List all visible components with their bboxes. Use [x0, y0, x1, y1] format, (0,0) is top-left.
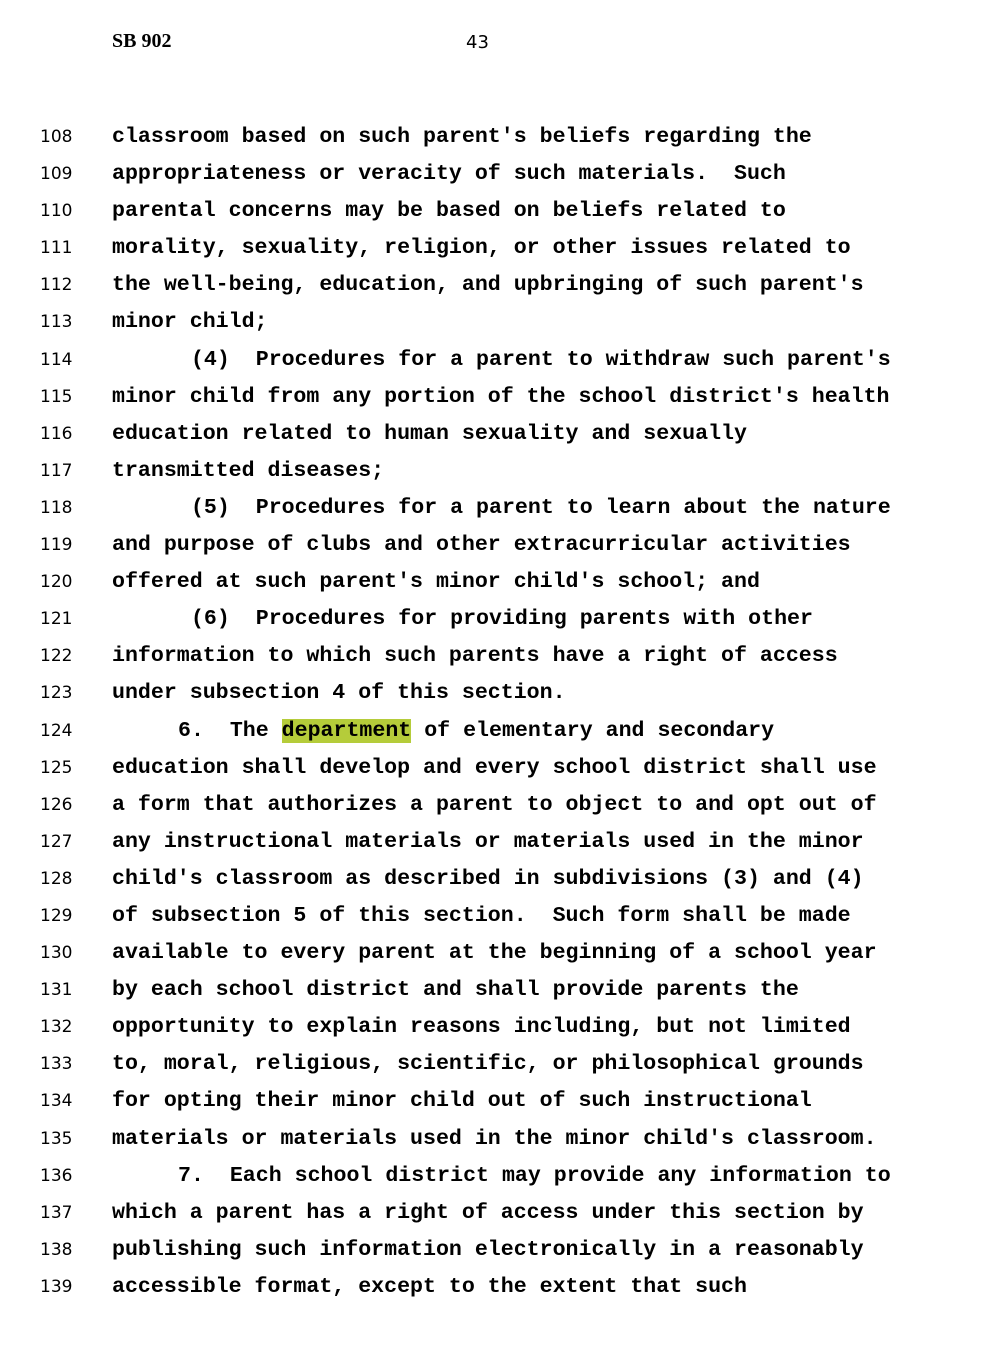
text-line — [0, 824, 982, 861]
line-text-after: of elementary and secondary — [411, 718, 775, 743]
line-text: available to every parent at the beginning of a school year — [112, 941, 877, 966]
line-text: parental concerns may be based on beliefs related to — [112, 199, 786, 224]
line-number: 120 — [40, 572, 73, 593]
line-number: 125 — [40, 757, 73, 778]
text-line — [0, 1158, 982, 1195]
line-text: and purpose of clubs and other extracurricular activities — [112, 533, 851, 558]
text-line — [0, 342, 982, 379]
line-text: the well-being, education, and upbringing of such parent's — [112, 273, 864, 298]
page-number: 43 — [466, 32, 489, 53]
line-number: 109 — [40, 164, 73, 185]
line-number: 126 — [40, 794, 73, 815]
line-text: morality, sexuality, religion, or other issues related to — [112, 236, 851, 261]
line-number: 117 — [40, 460, 73, 481]
line-text: any instructional materials or materials used in the minor — [112, 829, 864, 854]
text-line — [0, 527, 982, 564]
text-line — [0, 675, 982, 712]
line-text: materials or materials used in the minor child's classroom. — [112, 1126, 877, 1151]
line-number: 127 — [40, 831, 73, 852]
text-line — [0, 750, 982, 787]
text-line — [0, 972, 982, 1009]
bill-text-body — [0, 119, 982, 1306]
line-text: accessible format, except to the extent that such — [112, 1274, 747, 1299]
text-line — [0, 601, 982, 638]
line-text-before: 6. The — [178, 718, 282, 743]
page-header — [0, 28, 982, 58]
text-line — [0, 1232, 982, 1269]
text-line — [0, 935, 982, 972]
line-number: 118 — [40, 497, 73, 518]
line-text: opportunity to explain reasons including, but not limited — [112, 1015, 851, 1040]
text-line — [0, 898, 982, 935]
text-line — [0, 490, 982, 527]
text-line — [0, 193, 982, 230]
line-number: 115 — [40, 386, 73, 407]
line-number: 128 — [40, 868, 73, 889]
line-text: of subsection 5 of this section. Such form shall be made — [112, 903, 851, 928]
line-number: 124 — [40, 720, 73, 741]
text-line — [0, 1269, 982, 1306]
line-text: appropriateness or veracity of such materials. Such — [112, 162, 786, 187]
line-number: 119 — [40, 535, 73, 556]
line-text: to, moral, religious, scientific, or philosophical grounds — [112, 1052, 864, 1077]
line-text: 7. Each school district may provide any information to — [178, 1163, 891, 1188]
line-text: (4) Procedures for a parent to withdraw such parent's — [178, 347, 891, 372]
text-line — [0, 1195, 982, 1232]
line-number: 139 — [40, 1276, 73, 1297]
line-text: transmitted diseases; — [112, 458, 385, 483]
text-line — [0, 638, 982, 675]
highlighted-term: department — [281, 718, 412, 743]
line-text: publishing such information electronically in a reasonably — [112, 1237, 864, 1262]
line-number: 123 — [40, 683, 73, 704]
line-text: minor child from any portion of the school district's health — [112, 384, 890, 409]
text-line — [0, 453, 982, 490]
line-text: under subsection 4 of this section. — [112, 681, 566, 706]
line-text: by each school district and shall provide parents the — [112, 978, 799, 1003]
line-number: 131 — [40, 980, 73, 1001]
line-number: 136 — [40, 1165, 73, 1186]
line-text: (5) Procedures for a parent to learn about the nature — [178, 495, 891, 520]
line-number: 135 — [40, 1128, 73, 1149]
line-number: 130 — [40, 943, 73, 964]
line-number: 108 — [40, 127, 73, 147]
line-number: 112 — [40, 275, 73, 296]
text-line — [0, 416, 982, 453]
text-line — [0, 304, 982, 341]
line-text: education related to human sexuality and sexually — [112, 421, 747, 446]
line-text: classroom based on such parent's beliefs regarding the — [112, 125, 812, 149]
line-text — [178, 720, 774, 742]
line-text: minor child; — [112, 310, 268, 335]
line-number: 114 — [40, 349, 73, 370]
text-line — [0, 156, 982, 193]
line-number: 133 — [40, 1054, 73, 1075]
line-number: 121 — [40, 609, 73, 630]
text-line — [0, 787, 982, 824]
text-line — [0, 267, 982, 304]
text-line — [0, 1009, 982, 1046]
line-text: a form that authorizes a parent to object to and opt out of — [112, 792, 877, 817]
line-text: child's classroom as described in subdivisions (3) and (4) — [112, 866, 864, 891]
line-number: 110 — [40, 201, 73, 222]
text-line — [0, 861, 982, 898]
line-number: 111 — [40, 238, 73, 259]
line-text: for opting their minor child out of such instructional — [112, 1089, 812, 1114]
text-line — [0, 230, 982, 267]
line-number: 122 — [40, 646, 73, 667]
line-number: 113 — [40, 312, 73, 333]
line-text: education shall develop and every school district shall use — [112, 755, 877, 780]
line-number: 129 — [40, 905, 73, 926]
line-text: (6) Procedures for providing parents with other — [178, 607, 813, 632]
text-line — [0, 713, 982, 750]
line-number: 134 — [40, 1091, 73, 1112]
text-line — [0, 564, 982, 601]
line-number: 132 — [40, 1017, 73, 1038]
text-line — [0, 379, 982, 416]
line-text: offered at such parent's minor child's school; and — [112, 570, 760, 595]
text-line — [0, 1046, 982, 1083]
line-text: which a parent has a right of access under this section by — [112, 1200, 864, 1225]
bill-id: SB 902 — [112, 30, 172, 52]
line-number: 116 — [40, 423, 73, 444]
line-text: information to which such parents have a right of access — [112, 644, 838, 669]
text-line — [0, 119, 982, 156]
line-number: 138 — [40, 1239, 73, 1260]
text-line — [0, 1083, 982, 1120]
line-number: 137 — [40, 1202, 73, 1223]
text-line — [0, 1121, 982, 1158]
